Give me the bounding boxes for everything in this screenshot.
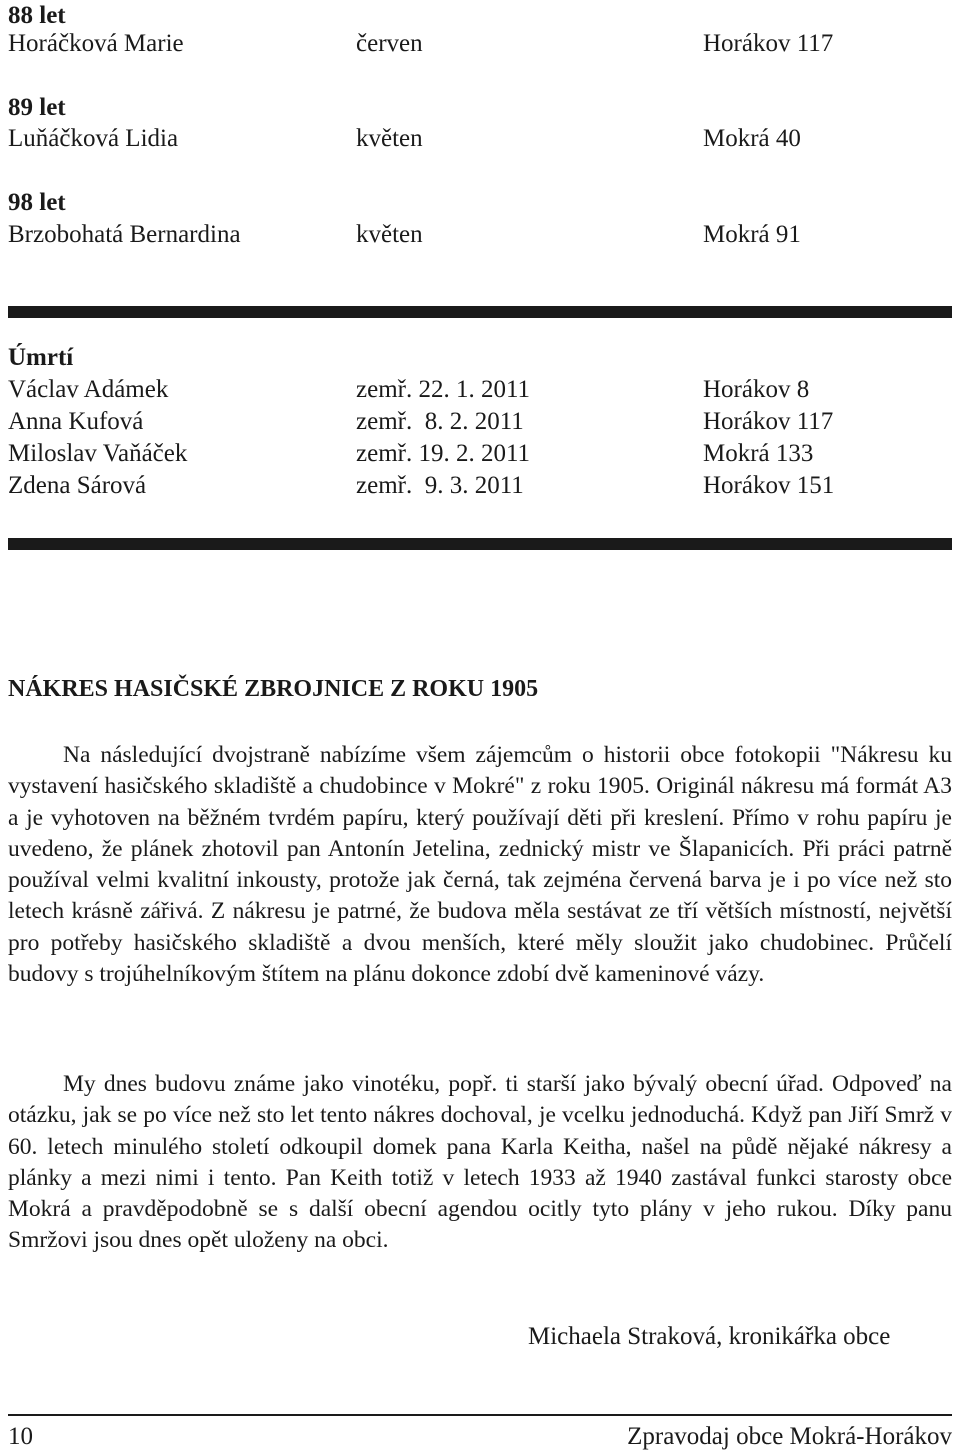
- person-name: Brzobohatá Bernardina: [8, 221, 241, 248]
- birthday-age: 88 let: [8, 2, 66, 29]
- death-date: zemř. 9. 3. 2011: [356, 472, 524, 499]
- birthday-month: červen: [356, 30, 423, 57]
- deaths-heading: Úmrtí: [8, 344, 74, 371]
- article-paragraph: My dnes budovu známe jako vinotéku, popř. ti starší jako bývalý obecní úřad. Odpoveď na otázku, jak se po více než sto let tento nákres dochoval, je vcelku jednoduchá. Když pan Jiří Smrž v 60. letech minulého století odkoupil domek pana Karla Keitha, našel na půdě nějaké nákresy a plánky a mezi nimi i tento. Pan Keith totiž v letech 1933 až 1940 zastával funkci starosty obce Mokrá a pravděpodobně se s další obecní agendou ocitly tyto plány v jeho rukou. Díky panu Smržovi jsou dnes opět uloženy na obci.: [8, 1071, 952, 1254]
- person-name: Horáčková Marie: [8, 30, 184, 57]
- person-name: Luňáčková Lidia: [8, 125, 179, 152]
- footer-divider: [8, 1414, 952, 1416]
- article-signature: Michaela Straková, kronikářka obce: [528, 1323, 891, 1350]
- section-divider: [8, 538, 952, 550]
- birthday-row: [8, 123, 952, 155]
- birthday-month: květen: [356, 125, 423, 152]
- person-name: Miloslav Vaňáček: [8, 440, 188, 467]
- birthday-row: [8, 219, 952, 251]
- birthday-row: [8, 28, 952, 60]
- death-row: [8, 438, 952, 470]
- article-title: NÁKRES HASIČSKÉ ZBROJNICE Z ROKU 1905: [8, 676, 539, 702]
- person-address: Horákov 151: [703, 472, 835, 499]
- person-address: Horákov 117: [703, 30, 834, 57]
- death-row: [8, 406, 952, 438]
- person-address: Mokrá 40: [703, 125, 801, 152]
- birthday-age: 98 let: [8, 189, 66, 216]
- death-date: zemř. 19. 2. 2011: [356, 440, 531, 467]
- publication-name: Zpravodaj obce Mokrá-Horákov: [627, 1423, 952, 1450]
- death-date: zemř. 8. 2. 2011: [356, 408, 524, 435]
- article-paragraph: Na následující dvojstraně nabízíme všem zájemcům o historii obce fotokopii "Nákresu ku vystavení hasičského skladiště a chudobince v Mokré" z roku 1905. Originál nákresu má formát A3 a je vyhotoven na běžném tvrdém papíru, který používají děti při kreslení. Přímo v rohu papíru je uvedeno, že plánek zhotovil pan Antonín Jetelina, zednický mistr ve Šlapanicích. Při práci patrně používal velmi kvalitní inkousty, protože jak černá, tak zejména červená barva je i po více než sto letech krásně zářivá. Z nákresu je patrné, že budova měla sestávat ze tří větších místností, největší pro potřeby hasičského skladiště a dvou menších, které měly sloužit jako chudobinec. Průčelí budovy s trojúhelníkovým štítem na plánu dokonce zdobí dvě kameninové vázy.: [8, 742, 952, 988]
- person-name: Zdena Sárová: [8, 472, 147, 499]
- death-row: [8, 470, 952, 502]
- death-date: zemř. 22. 1. 2011: [356, 376, 531, 403]
- death-row: [8, 374, 952, 406]
- page-number: 10: [8, 1423, 33, 1450]
- person-address: Mokrá 91: [703, 221, 801, 248]
- person-address: Horákov 8: [703, 376, 810, 403]
- person-address: Mokrá 133: [703, 440, 814, 467]
- person-name: Václav Adámek: [8, 376, 169, 403]
- birthday-month: květen: [356, 221, 423, 248]
- section-divider: [8, 306, 952, 318]
- birthday-age: 89 let: [8, 94, 66, 121]
- person-name: Anna Kufová: [8, 408, 144, 435]
- person-address: Horákov 117: [703, 408, 834, 435]
